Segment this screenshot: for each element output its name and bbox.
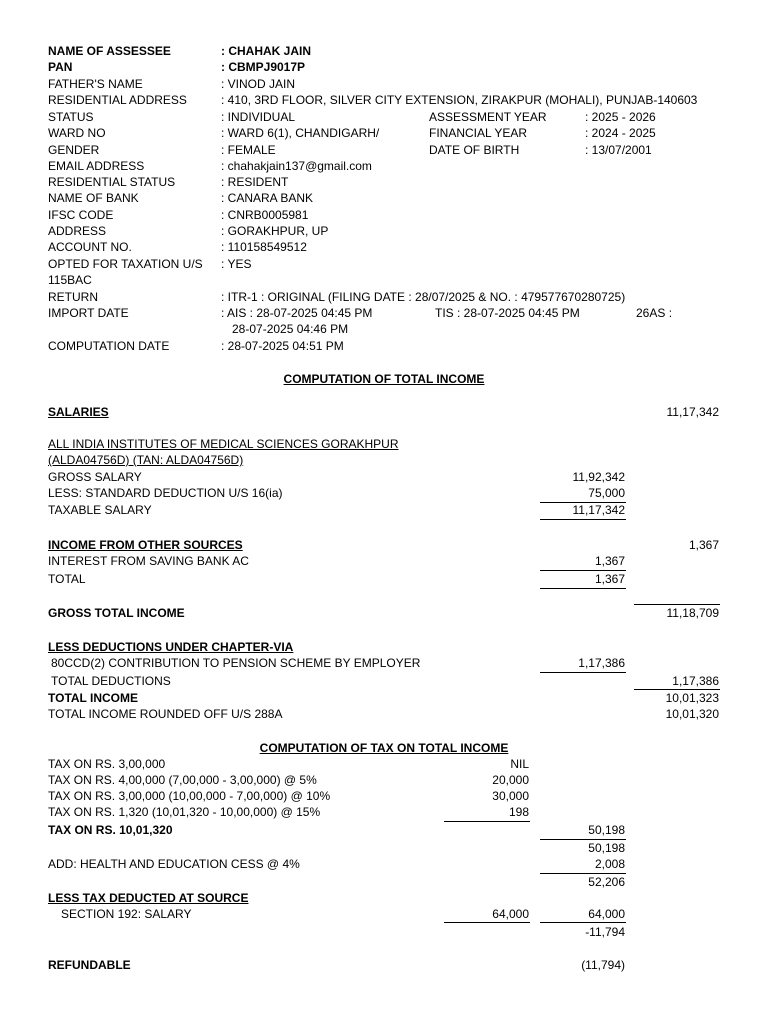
slab1-label: TAX ON RS. 3,00,000 xyxy=(48,757,166,771)
slab2-value: 20,000 xyxy=(492,773,529,787)
gross-salary-label: GROSS SALARY xyxy=(48,470,142,484)
import-date-line2: 28-07-2025 04:46 PM xyxy=(232,322,349,336)
ward-value: : WARD 6(1), CHANDIGARH/ xyxy=(221,126,380,140)
ded-80ccd-value: 1,17,386 xyxy=(578,656,625,670)
account-no-label: ACCOUNT NO. xyxy=(48,240,132,254)
rule xyxy=(444,922,530,923)
tax-section-title: COMPUTATION OF TAX ON TOTAL INCOME xyxy=(259,741,509,755)
other-total-value: 1,367 xyxy=(594,572,625,586)
gross-total-income-label: GROSS TOTAL INCOME xyxy=(48,606,185,620)
salaries-heading: SALARIES xyxy=(48,405,109,419)
rule xyxy=(540,922,626,923)
residential-status-label: RESIDENTIAL STATUS xyxy=(48,175,176,189)
bank-address-value: : GORAKHPUR, UP xyxy=(221,224,329,238)
email-value: : chahakjain137@gmail.com xyxy=(221,159,372,173)
tds-heading: LESS TAX DEDUCTED AT SOURCE xyxy=(48,891,249,905)
import-26as-value: 26AS : xyxy=(636,306,673,320)
slab4-label: TAX ON RS. 1,320 (10,01,320 - 10,00,000) @ 15% xyxy=(48,805,321,819)
residential-address-label: RESIDENTIAL ADDRESS xyxy=(48,93,187,107)
gender-value: : FEMALE xyxy=(221,143,276,157)
rule xyxy=(540,672,626,673)
cess-value: 2,008 xyxy=(594,857,625,871)
father-name-label: FATHER'S NAME xyxy=(48,77,143,91)
opted-taxation-label: OPTED FOR TAXATION U/S xyxy=(48,257,203,271)
after-cess-value: 52,206 xyxy=(588,875,625,889)
status-label: STATUS xyxy=(48,110,94,124)
deductions-heading: LESS DEDUCTIONS UNDER CHAPTER-VIA xyxy=(48,640,294,654)
tax-total-value: 50,198 xyxy=(588,823,625,837)
residential-address-value: : 410, 3RD FLOOR, SILVER CITY EXTENSION, ZIRAKPUR (MOHALI), PUNJAB-140603 xyxy=(221,93,698,107)
slab2-label: TAX ON RS. 4,00,000 (7,00,000 - 3,00,000) @ 5% xyxy=(48,773,317,787)
total-deductions-label: TOTAL DEDUCTIONS xyxy=(51,674,171,688)
opted-taxation-label-cont: 115BAC xyxy=(48,273,92,287)
ifsc-value: : CNRB0005981 xyxy=(221,208,309,222)
sec192-total: 64,000 xyxy=(588,907,625,921)
sec192-label: SECTION 192: SALARY xyxy=(61,907,192,921)
email-label: EMAIL ADDRESS xyxy=(48,159,145,173)
account-no-value: : 110158549512 xyxy=(221,240,307,254)
total-deductions-value: 1,17,386 xyxy=(672,674,719,688)
bank-name-label: NAME OF BANK xyxy=(48,191,139,205)
refundable-label: REFUNDABLE xyxy=(48,958,131,972)
interest-value: 1,367 xyxy=(594,554,625,568)
assessee-name-value: : CHAHAK JAIN xyxy=(221,44,311,58)
return-label: RETURN xyxy=(48,290,98,304)
computation-date-value: : 28-07-2025 04:51 PM xyxy=(221,339,344,353)
pan-label: PAN xyxy=(48,60,73,74)
salaries-total: 11,17,342 xyxy=(666,405,719,419)
residential-status-value: : RESIDENT xyxy=(221,175,289,189)
standard-deduction-value: 75,000 xyxy=(588,486,625,500)
gross-salary-value: 11,92,342 xyxy=(572,470,625,484)
dob-label: DATE OF BIRTH xyxy=(429,143,520,157)
other-total-label: TOTAL xyxy=(48,572,86,586)
father-name-value: : VINOD JAIN xyxy=(221,77,296,91)
import-ais-value: : AIS : 28-07-2025 04:45 PM xyxy=(221,306,373,320)
gender-label: GENDER xyxy=(48,143,100,157)
return-value: : ITR-1 : ORIGINAL (FILING DATE : 28/07/2025 & NO. : 479577670280725) xyxy=(221,290,626,304)
taxable-salary-label: TAXABLE SALARY xyxy=(48,503,152,517)
assessment-year-label: ASSESSMENT YEAR xyxy=(429,110,547,124)
slab1-value: NIL xyxy=(510,757,529,771)
net-tax-value: -11,794 xyxy=(585,925,625,939)
employer-name-line2: (ALDA04756D) (TAN: ALDA04756D) xyxy=(48,453,244,467)
employer-name-line1: ALL INDIA INSTITUTES OF MEDICAL SCIENCES GORAKHPUR xyxy=(48,437,399,451)
refundable-value: (11,794) xyxy=(581,958,625,972)
bank-address-label: ADDRESS xyxy=(48,224,107,238)
rounded-income-value: 10,01,320 xyxy=(665,707,719,721)
total-income-label: TOTAL INCOME xyxy=(48,691,138,705)
other-sources-total: 1,367 xyxy=(688,538,719,552)
tax-total-label: TAX ON RS. 10,01,320 xyxy=(48,823,173,837)
opted-taxation-value: : YES xyxy=(221,257,252,271)
import-date-label: IMPORT DATE xyxy=(48,306,129,320)
assessment-year-value: : 2025 - 2026 xyxy=(585,110,656,124)
gross-total-income-value: 11,18,709 xyxy=(666,606,719,620)
standard-deduction-label: LESS: STANDARD DEDUCTION U/S 16(ia) xyxy=(48,486,283,500)
income-section-title: COMPUTATION OF TOTAL INCOME xyxy=(283,372,485,386)
interest-label: INTEREST FROM SAVING BANK AC xyxy=(48,554,249,568)
import-tis-value: TIS : 28-07-2025 04:45 PM xyxy=(435,306,580,320)
financial-year-label: FINANCIAL YEAR xyxy=(429,126,528,140)
cess-label: ADD: HEALTH AND EDUCATION CESS @ 4% xyxy=(48,857,300,871)
status-value: : INDIVIDUAL xyxy=(221,110,296,124)
rounded-income-label: TOTAL INCOME ROUNDED OFF U/S 288A xyxy=(48,707,283,721)
other-sources-heading: INCOME FROM OTHER SOURCES xyxy=(48,538,243,552)
rule xyxy=(540,519,626,520)
slab4-value: 198 xyxy=(508,805,529,819)
tax-subtotal-value: 50,198 xyxy=(588,841,625,855)
financial-year-value: : 2024 - 2025 xyxy=(585,126,656,140)
dob-value: : 13/07/2001 xyxy=(585,143,652,157)
bank-name-value: : CANARA BANK xyxy=(221,191,314,205)
ward-label: WARD NO xyxy=(48,126,106,140)
rule xyxy=(444,821,530,822)
slab3-label: TAX ON RS. 3,00,000 (10,00,000 - 7,00,000) @ 10% xyxy=(48,789,331,803)
pan-value: : CBMPJ9017P xyxy=(221,60,306,74)
ifsc-label: IFSC CODE xyxy=(48,208,114,222)
computation-date-label: COMPUTATION DATE xyxy=(48,339,170,353)
total-income-value: 10,01,323 xyxy=(665,691,719,705)
rule xyxy=(540,588,626,589)
sec192-value: 64,000 xyxy=(492,907,529,921)
slab3-value: 30,000 xyxy=(492,789,529,803)
ded-80ccd-label: 80CCD(2) CONTRIBUTION TO PENSION SCHEME BY EMPLOYER xyxy=(51,656,421,670)
taxable-salary-value: 11,17,342 xyxy=(572,503,625,517)
assessee-name-label: NAME OF ASSESSEE xyxy=(48,44,171,58)
